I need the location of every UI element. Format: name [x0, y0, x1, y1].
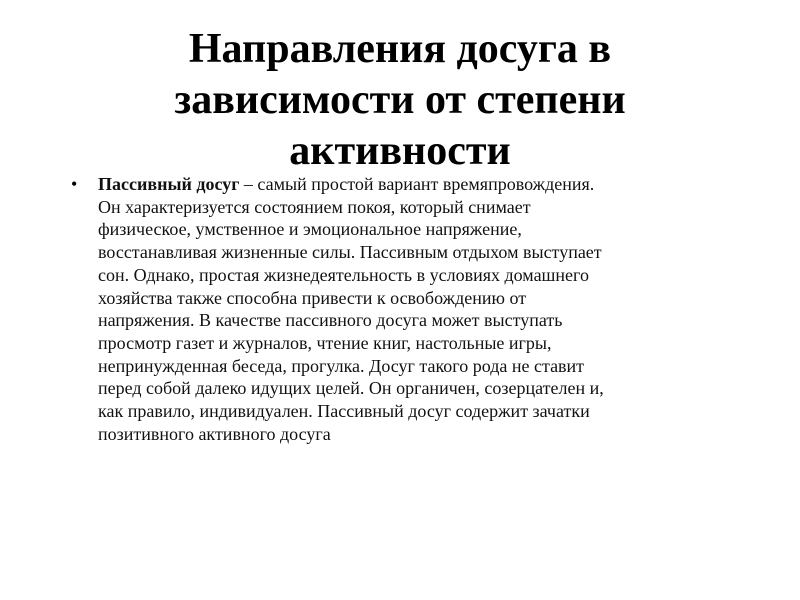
bullet-text-line: позитивного активного досуга: [98, 423, 331, 444]
bullet-text-line: напряжения. В качестве пассивного досуга может выступать: [98, 310, 563, 331]
bullet-text-line: непринужденная беседа, прогулка. Досуг такого рода не ставит: [98, 355, 585, 376]
bullet-text-line: хозяйства также способна привести к освобождению от: [98, 287, 527, 308]
title-line-2: зависимости от степени: [174, 77, 626, 123]
bullet-item-passive-leisure: [71, 173, 738, 445]
bullet-text-line: перед собой далеко идущих целей. Он органичен, созерцателен и,: [98, 378, 604, 399]
bullet-dot-icon: •: [71, 174, 78, 194]
bullet-first-line-text: – самый простой вариант времяпровождения.: [239, 174, 595, 194]
slide-title: [0, 24, 800, 177]
bullet-text-line: сон. Однако, простая жизнедеятельность в условиях домашнего: [98, 264, 589, 285]
bullet-text-line: как правило, индивидуален. Пассивный досуг содержит зачатки: [98, 401, 590, 422]
bullet-list: [71, 173, 738, 445]
title-line-3: активности: [289, 128, 511, 174]
bullet-text-line: Он характеризуется состоянием покоя, который снимает: [98, 196, 531, 217]
bullet-text-line: физическое, умственное и эмоциональное напряжение,: [98, 219, 522, 240]
bullet-first-line: [98, 173, 738, 196]
bullet-lead-term: Пассивный досуг: [98, 174, 240, 194]
bullet-text-line: просмотр газет и журналов, чтение книг, настольные игры,: [98, 332, 552, 353]
bullet-text-line: восстанавливая жизненные силы. Пассивным отдыхом выступает: [98, 242, 602, 263]
title-line-1: Направления досуга в: [188, 26, 612, 72]
